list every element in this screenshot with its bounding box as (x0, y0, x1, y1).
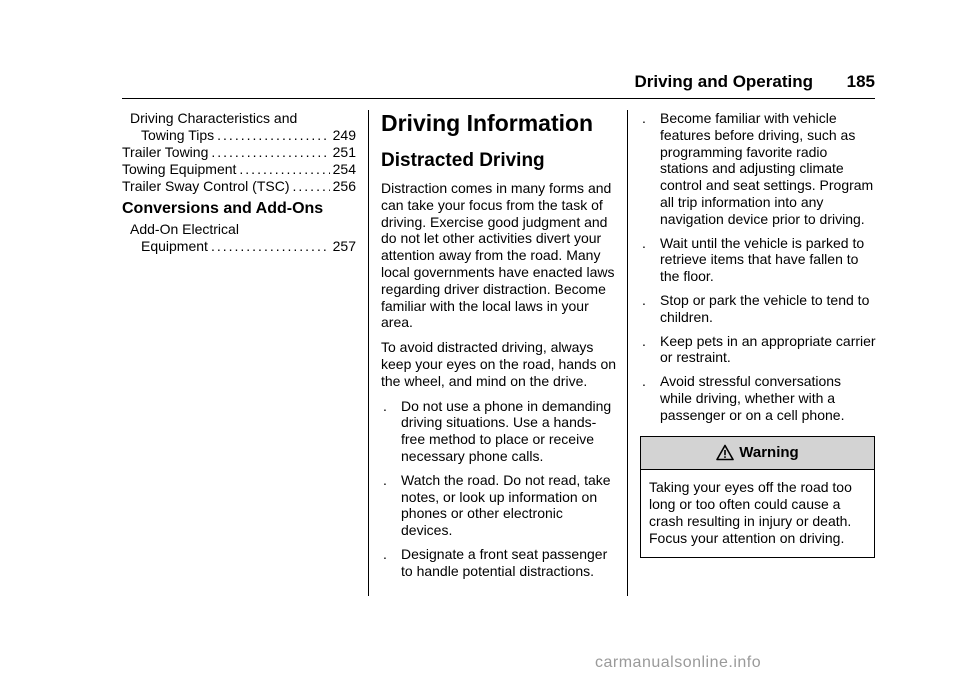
right-column (640, 110, 876, 558)
toc-item-label: Towing Tips (141, 127, 215, 143)
toc-item-text: Driving Characteristics and (130, 110, 298, 126)
toc-item-trailer-towing[interactable] (122, 144, 356, 161)
list-item (381, 546, 618, 580)
warning-text: Taking your eyes off the road too long or too often could cause a crash resulting in injury or death. Focus your attention on driving. (649, 478, 852, 547)
list-item (640, 373, 876, 423)
watermark: carmanualsonline.info (595, 654, 762, 671)
toc-leader (211, 238, 330, 255)
toc-column (122, 110, 356, 255)
list-item (640, 292, 876, 326)
bullet-mark: . (642, 332, 646, 349)
section-heading: Distracted Driving (381, 150, 545, 171)
section-title: Driving and Operating (634, 72, 813, 91)
warning-header (641, 437, 874, 470)
list-item (381, 472, 618, 539)
toc-item-label: Trailer Towing (122, 144, 209, 160)
list-item-text: Stop or park the vehicle to tend to children. (660, 291, 870, 325)
toc-item-add-on-electrical[interactable] (122, 238, 356, 255)
list-item-text: Wait until the vehicle is parked to retrieve items that have fallen to the floor. (660, 234, 865, 285)
page-header (122, 70, 875, 99)
toc-page-number: 254 (332, 161, 356, 177)
toc-page-number: 249 (332, 127, 356, 143)
toc-item-label: Equipment (141, 238, 208, 254)
warning-box (640, 436, 875, 559)
list-item-text: Avoid stressful conversations while driving, whether with a passenger or on a cell phone. (660, 373, 845, 423)
list-item-text: Keep pets in an appropriate carrier or restraint. (660, 332, 876, 366)
paragraph: To avoid distracted driving, always keep your eyes on the road, hands on the wheel, and mind on the drive. (381, 339, 617, 389)
toc-section-heading: Conversions and Add-Ons (122, 200, 324, 217)
warning-heading: Warning (739, 444, 799, 462)
toc-item-towing-tips[interactable] (122, 127, 356, 144)
list-item (381, 398, 618, 465)
list-item (640, 333, 876, 367)
bullet-mark: . (642, 373, 646, 390)
toc-page-number: 256 (332, 178, 356, 194)
toc-page-number: 257 (332, 238, 356, 254)
column-divider (368, 110, 369, 596)
list-item-text: Watch the road. Do not read, take notes, or look up information on phones or other electronic devices. (401, 471, 611, 539)
bullet-mark: . (383, 545, 387, 562)
toc-item-label: Towing Equipment (122, 161, 237, 177)
toc-item-label: Trailer Sway Control (TSC) (122, 178, 290, 194)
list-item (640, 235, 876, 285)
toc-leader (211, 144, 329, 161)
bullet-mark: . (642, 234, 646, 251)
toc-leader (293, 178, 330, 195)
toc-item-text: Add-On Electrical (130, 221, 239, 237)
bullet-mark: . (642, 291, 646, 308)
page-number: 185 (846, 72, 875, 91)
toc-leader (239, 161, 329, 178)
toc-item-trailer-sway-control[interactable] (122, 178, 356, 195)
warning-triangle-icon (716, 444, 734, 461)
bullet-mark: . (642, 110, 646, 126)
bullet-mark: . (383, 471, 387, 488)
bullet-mark: . (383, 397, 387, 414)
list-item-text: Do not use a phone in demanding driving situations. Use a hands-free method to place or receive necessary phone calls. (401, 397, 612, 464)
list-item-text: Designate a front seat passenger to handle potential distractions. (401, 545, 608, 579)
list-item (640, 110, 876, 228)
main-column (381, 110, 618, 587)
paragraph: Distraction comes in many forms and can take your focus from the task of driving. Exercise good judgment and do not let other activities divert your attention away from the road. Many local governments have enacted laws regarding driver distraction. Become familiar with the local laws in your area. (381, 180, 615, 331)
page-title: Driving Information (381, 110, 594, 136)
column-divider (627, 110, 628, 596)
toc-item-towing-equipment[interactable] (122, 161, 356, 178)
toc-page-number: 251 (332, 144, 356, 160)
toc-leader (217, 127, 329, 144)
list-item-text: Become familiar with vehicle features before driving, such as programming favorite radio stations and adjusting climate control and seat settings. Program all trip information into any navigation device prior to driving. (660, 110, 874, 227)
